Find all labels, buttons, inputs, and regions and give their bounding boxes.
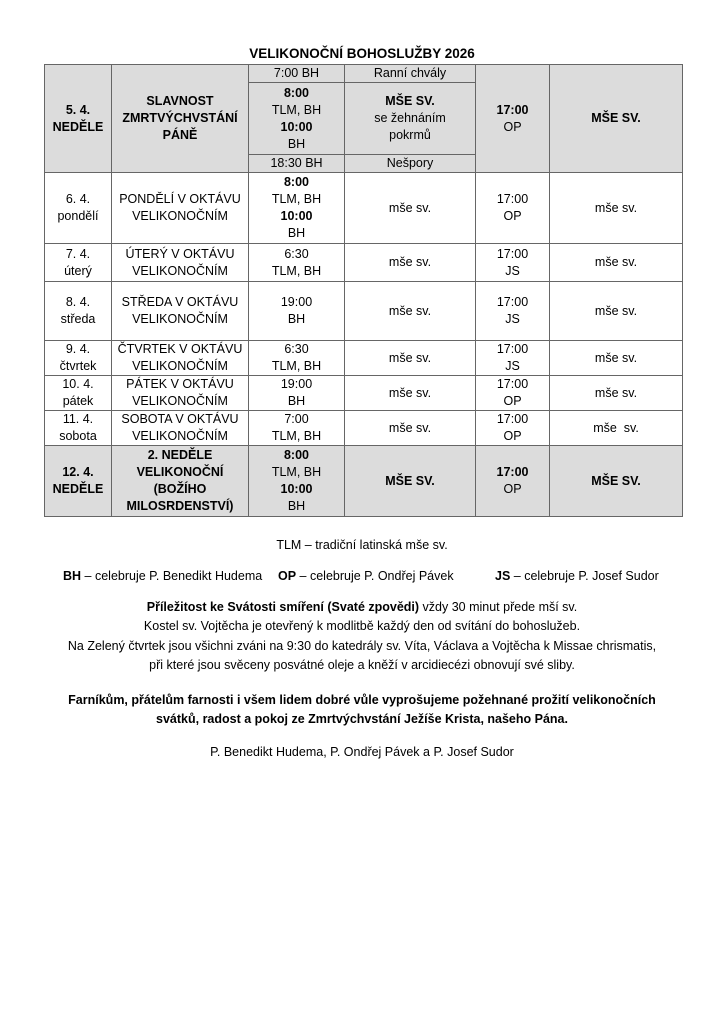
time-cell: 19:00 BH [249, 282, 345, 341]
service-cell: mše sv. [345, 411, 476, 446]
date-cell: 11. 4. sobota [45, 411, 112, 446]
service-cell: Ranní chvály [345, 65, 476, 83]
time-cell: 6:30 TLM, BH [249, 341, 345, 376]
time-cell: 7:00 TLM, BH [249, 411, 345, 446]
service-cell: mše sv. [345, 341, 476, 376]
feast-cell: PONDĚLÍ V OKTÁVU VELIKONOČNÍM [112, 173, 249, 244]
signature: P. Benedikt Hudema, P. Ondřej Pávek a P. Josef Sudor [210, 745, 514, 759]
confession-note [0, 599, 724, 616]
table-row [45, 282, 683, 341]
time-cell: 8:00 TLM, BH 10:00 BH [249, 446, 345, 517]
service-cell: MŠE SV. se žehnáním pokrmů [345, 83, 476, 155]
feast-cell: 2. NEDĚLE VELIKONOČNÍ (BOŽÍHO MILOSRDENSTVÍ) [112, 446, 249, 517]
service-cell: mše sv. [345, 282, 476, 341]
evening-time-cell: 17:00 JS [476, 282, 550, 341]
evening-service-cell: mše sv. [550, 282, 683, 341]
legend-abbr: BH [63, 569, 82, 583]
feast-cell: SLAVNOST ZMRTVÝCHVSTÁNÍ PÁNĚ [112, 65, 249, 173]
service-cell: mše sv. [345, 376, 476, 411]
evening-service-cell: mše sv. [550, 341, 683, 376]
date-cell: 8. 4. středa [45, 282, 112, 341]
evening-time-cell: 17:00 OP [476, 65, 550, 173]
evening-service-cell: mše sv. [550, 376, 683, 411]
evening-time-cell: 17:00 JS [476, 244, 550, 282]
table-row [45, 173, 683, 244]
legend-abbr: JS [495, 569, 511, 583]
service-cell: Nešpory [345, 155, 476, 173]
time-cell: 8:00 TLM, BH 10:00 BH [249, 173, 345, 244]
date-cell: 6. 4. pondělí [45, 173, 112, 244]
service-cell: MŠE SV. [345, 446, 476, 517]
evening-service-cell: mše sv. [550, 173, 683, 244]
evening-time-cell: 17:00 JS [476, 341, 550, 376]
confession-bold: Příležitost ke Svátosti smíření (Svaté zpovědi) [146, 600, 420, 614]
legend-text: – celebruje P. Josef Sudor [510, 569, 659, 583]
table-row [45, 65, 683, 83]
evening-time-cell: 17:00 OP [476, 376, 550, 411]
info-line: při které jsou svěceny posvátné oleje a kněží v arcidiecézi obnovují své sliby. [149, 658, 575, 672]
feast-cell: PÁTEK V OKTÁVU VELIKONOČNÍM [112, 376, 249, 411]
evening-service-cell: MŠE SV. [550, 446, 683, 517]
table-row [45, 446, 683, 517]
legend-abbr: OP [278, 569, 297, 583]
time-cell: 7:00 BH [249, 65, 345, 83]
evening-time-cell: 17:00 OP [476, 446, 550, 517]
feast-cell: SOBOTA V OKTÁVU VELIKONOČNÍM [112, 411, 249, 446]
feast-cell: ČTVRTEK V OKTÁVU VELIKONOČNÍM [112, 341, 249, 376]
confession-rest: vždy 30 minut přede mší sv. [419, 600, 578, 614]
time-cell: 8:00 TLM, BH 10:00 BH [249, 83, 345, 155]
feast-cell: STŘEDA V OKTÁVU VELIKONOČNÍM [112, 282, 249, 341]
date-cell: 7. 4. úterý [45, 244, 112, 282]
legend-bh [63, 569, 262, 583]
legend-text: – celebruje P. Ondřej Pávek [296, 569, 454, 583]
evening-time-cell: 17:00 OP [476, 411, 550, 446]
evening-service-cell: mše sv. [550, 244, 683, 282]
table-row [45, 411, 683, 446]
tlm-note: TLM – tradiční latinská mše sv. [276, 538, 448, 552]
table-row [45, 376, 683, 411]
schedule-table [44, 64, 683, 517]
evening-service-cell: mše sv. [550, 411, 683, 446]
info-line: Kostel sv. Vojtěcha je otevřený k modlitbě každý den od svítání do bohoslužeb. [143, 619, 581, 633]
page-title: VELIKONOČNÍ BOHOSLUŽBY 2026 [249, 46, 475, 61]
date-cell: 10. 4. pátek [45, 376, 112, 411]
time-cell: 18:30 BH [249, 155, 345, 173]
table-row [45, 244, 683, 282]
evening-service-cell: MŠE SV. [550, 65, 683, 173]
greeting-line: svátků, radost a pokoj ze Zmrtvýchvstání Ježíše Krista, našeho Pána. [156, 712, 568, 726]
time-cell: 6:30 TLM, BH [249, 244, 345, 282]
greeting-line: Farníkům, přátelům farnosti i všem lidem dobré vůle vyprošujeme požehnané prožití velikonočních [68, 693, 656, 707]
legend-op [278, 569, 454, 583]
feast-cell: ÚTERÝ V OKTÁVU VELIKONOČNÍM [112, 244, 249, 282]
date-cell: 12. 4. NEDĚLE [45, 446, 112, 517]
date-cell: 9. 4. čtvrtek [45, 341, 112, 376]
table-row [45, 341, 683, 376]
service-cell: mše sv. [345, 173, 476, 244]
evening-time-cell: 17:00 OP [476, 173, 550, 244]
date-cell: 5. 4. NEDĚLE [45, 65, 112, 173]
service-cell: mše sv. [345, 244, 476, 282]
time-cell: 19:00 BH [249, 376, 345, 411]
info-line: Na Zelený čtvrtek jsou všichni zváni na 9:30 do katedrály sv. Víta, Václava a Vojtěcha k Missae chrismatis, [67, 639, 657, 653]
legend-text: – celebruje P. Benedikt Hudema [81, 569, 263, 583]
legend-js [495, 569, 659, 583]
